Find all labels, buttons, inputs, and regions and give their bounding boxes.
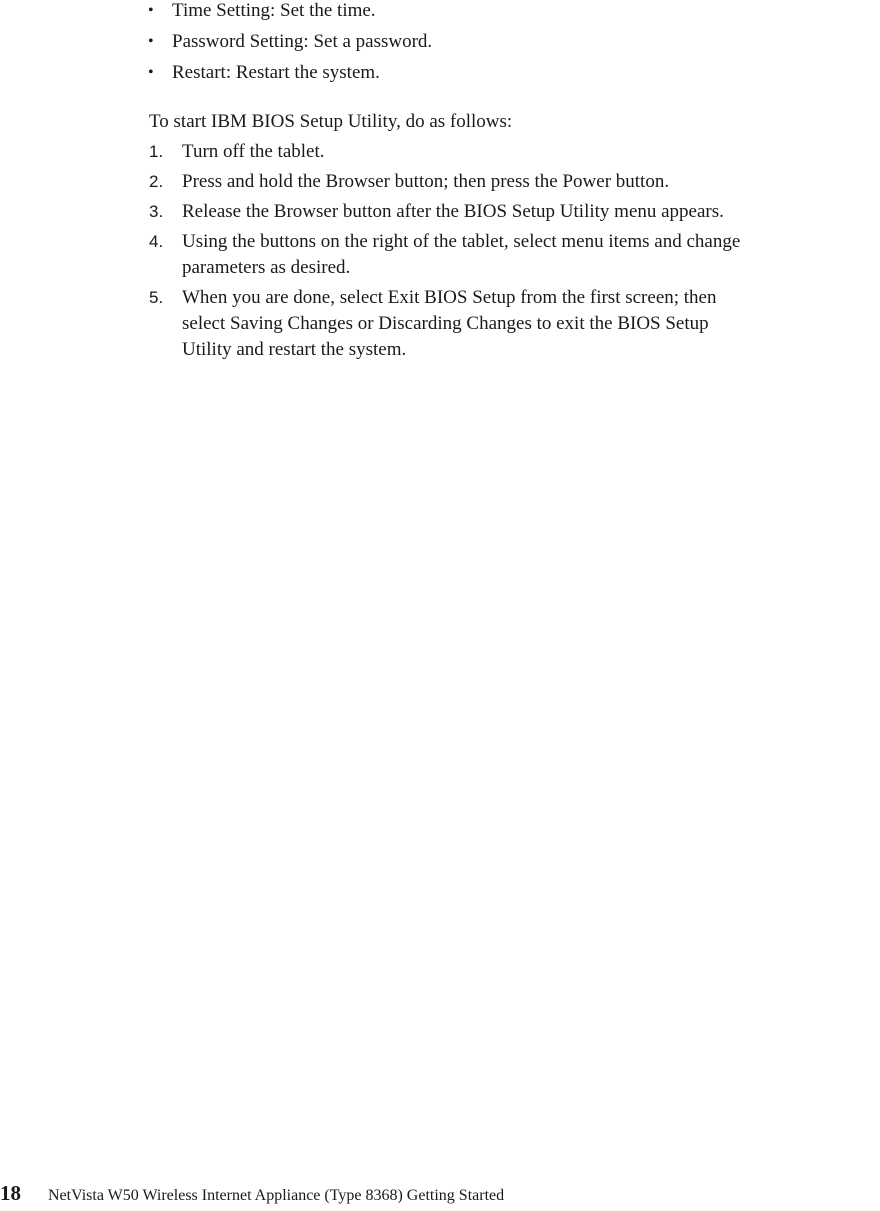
step-number: 3. bbox=[149, 202, 164, 221]
step-item-4 bbox=[149, 229, 880, 281]
step-line: Release the Browser button after the BIOS Setup Utility menu appears. bbox=[182, 201, 724, 222]
step-text bbox=[182, 139, 880, 165]
step-line: select Saving Changes or Discarding Changes to exit the BIOS Setup bbox=[182, 313, 709, 334]
step-line: Using the buttons on the right of the tablet, select menu items and change bbox=[182, 231, 741, 252]
steps-list bbox=[149, 139, 880, 367]
step-line: Turn off the tablet. bbox=[182, 141, 325, 162]
step-number: 1. bbox=[149, 142, 164, 161]
step-number: 4. bbox=[149, 232, 164, 251]
bullet-text: Time Setting: Set the time. bbox=[172, 0, 376, 21]
step-item-5 bbox=[149, 285, 880, 363]
bullet-text: Restart: Restart the system. bbox=[172, 62, 380, 83]
step-line: Utility and restart the system. bbox=[182, 339, 407, 360]
document-title: NetVista W50 Wireless Internet Appliance (Type 8368) Getting Started bbox=[48, 1187, 505, 1204]
step-item-1 bbox=[149, 139, 880, 165]
bullet-icon: • bbox=[148, 2, 154, 19]
intro-paragraph: To start IBM BIOS Setup Utility, do as follows: bbox=[149, 111, 513, 132]
bullet-text: Password Setting: Set a password. bbox=[172, 31, 433, 52]
bullet-item-restart bbox=[148, 60, 432, 91]
bullet-icon: • bbox=[148, 64, 154, 81]
step-number: 5. bbox=[149, 288, 164, 307]
step-line: Press and hold the Browser button; then press the Power button. bbox=[182, 171, 670, 192]
bullet-item-time-setting bbox=[148, 0, 432, 29]
step-text bbox=[182, 199, 880, 225]
step-number: 2. bbox=[149, 172, 164, 191]
bullet-item-password-setting bbox=[148, 29, 432, 60]
step-text bbox=[182, 229, 880, 281]
step-text bbox=[182, 169, 880, 195]
page-number: 18 bbox=[0, 1181, 21, 1205]
step-text bbox=[182, 285, 880, 363]
bullet-icon: • bbox=[148, 33, 154, 50]
step-item-2 bbox=[149, 169, 880, 195]
settings-bullet-list bbox=[148, 0, 432, 91]
step-line: When you are done, select Exit BIOS Setup from the first screen; then bbox=[182, 287, 717, 308]
step-line: parameters as desired. bbox=[182, 257, 351, 278]
page-footer bbox=[0, 1178, 504, 1211]
step-item-3 bbox=[149, 199, 880, 225]
